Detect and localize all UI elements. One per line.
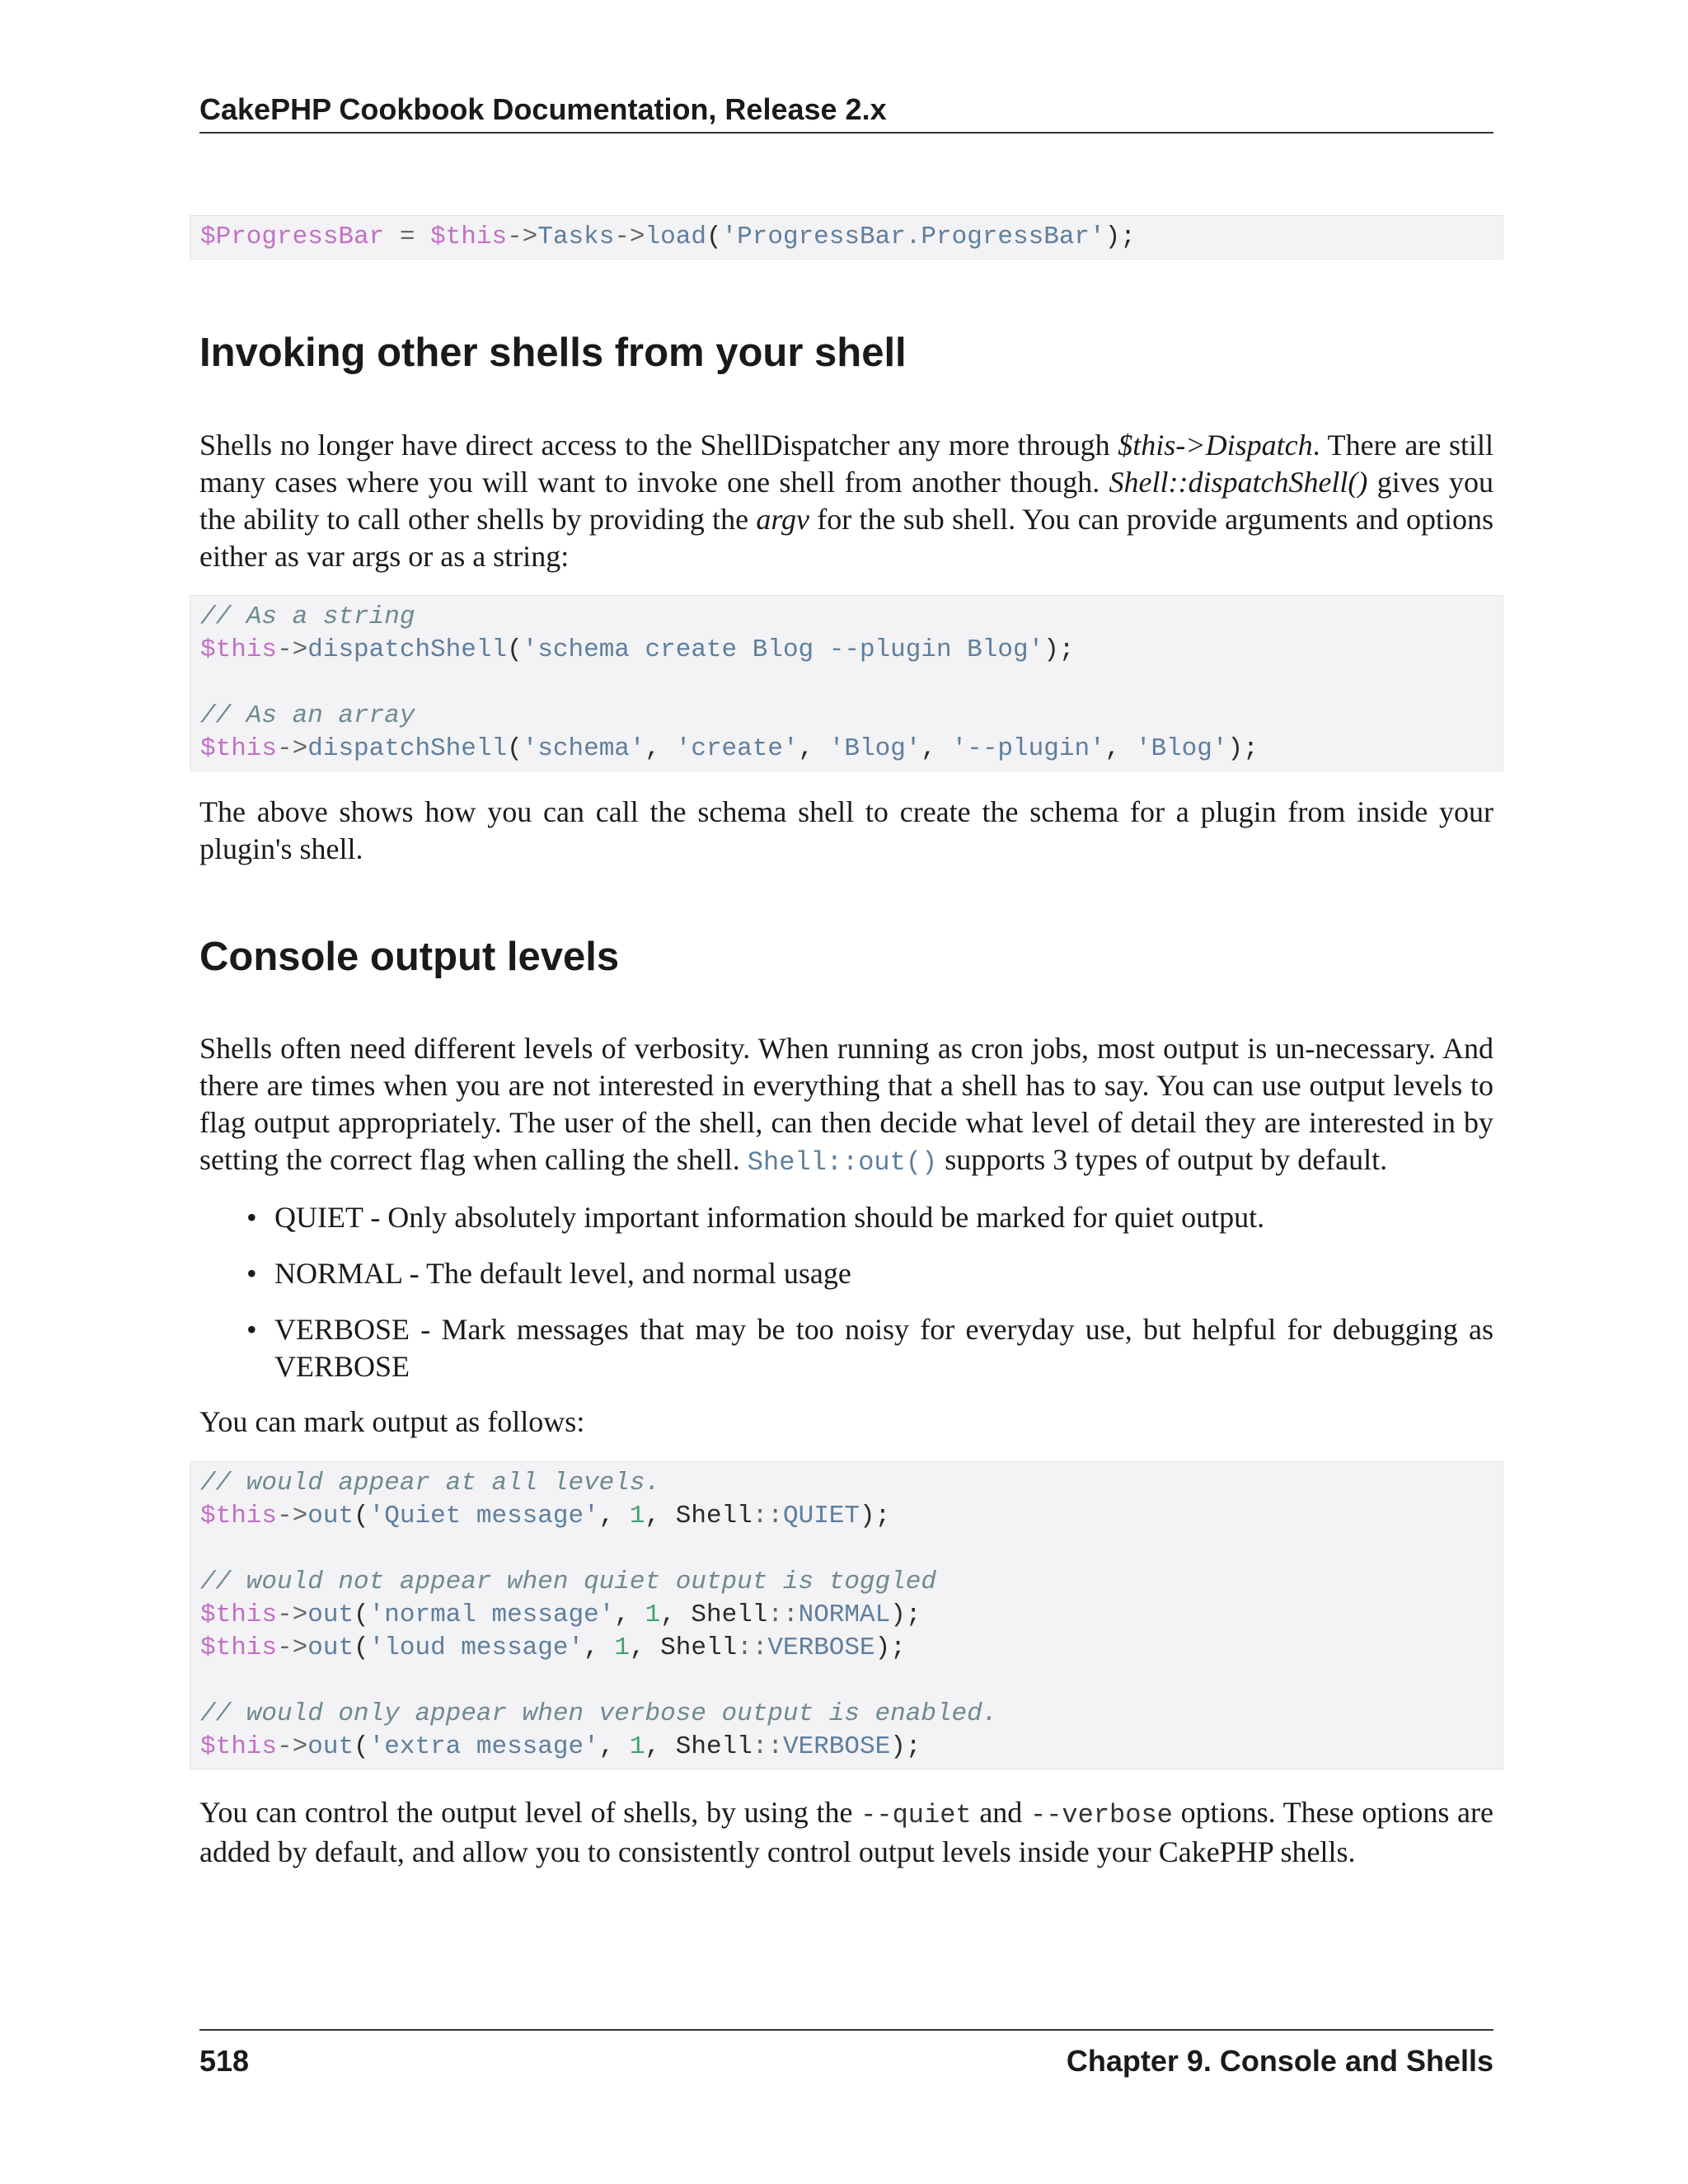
header-rule [199, 132, 1493, 134]
section-heading-output-levels: Console output levels [199, 935, 620, 979]
code-block-progressbar [190, 215, 1503, 260]
footer-rule [199, 2029, 1493, 2031]
list-item: • QUIET - Only absolutely important information should be marked for quiet output. [199, 1199, 1493, 1236]
bullet: • [246, 1201, 257, 1234]
code-block-dispatchshell: // As a string $this->dispatchShell('schema create Blog --plugin Blog'); // As an array $this->dispatchShell('schema', 'create', 'Blog', '--plugin', 'Blog'); [190, 595, 1503, 771]
bullet: • [246, 1257, 257, 1290]
list-item: • NORMAL - The default level, and normal usage [199, 1255, 1493, 1292]
code-comment: // would only appear when verbose output is enabled. [200, 1699, 998, 1728]
paragraph-verbosity: Shells often need different levels of verbosity. When running as cron jobs, most output is un-necessary. And there are times when you are not interested in everything that a shell has to say. You can use output levels to flag output appropriately. The user of the shell, can then decide what level of detail they are interested in by setting the correct flag when calling the shell. Shell::out() supports 3 types of output by default. [199, 1032, 1493, 1178]
bullet: • [246, 1313, 257, 1346]
code-comment: // would appear at all levels. [200, 1469, 661, 1497]
paragraph-schema-shell: The above shows how you can call the schema shell to create the schema for a plugin from inside your plugin's shell. [199, 795, 1493, 865]
section-heading-invoking-shells: Invoking other shells from your shell [199, 330, 907, 375]
list-item: • VERBOSE - Mark messages that may be too noisy for everyday use, but helpful for debugging as VERBOSE [246, 1313, 1493, 1383]
code-comment: // would not appear when quiet output is toggled [200, 1568, 936, 1596]
code-comment: // As an array [200, 701, 415, 730]
code-comment: // As a string [200, 602, 415, 631]
paragraph-dispatch: Shells no longer have direct access to the ShellDispatcher any more through $this->Dispatch. There are still many cases where you will want to invoke one shell from another though. Shell::dispatchShell() gives you the ability to call other shells by providing the argv for the sub shell. You can provide arguments and options either as var args or as a string: [199, 429, 1494, 573]
paragraph-quiet-verbose: You can control the output level of shells, by using the --quiet and --verbose options. These options are added by default, and allow you to consistently control output levels inside your CakePHP shells. [199, 1796, 1494, 1868]
page-number: 518 [199, 2044, 250, 2078]
chapter-title: Chapter 9. Console and Shells [1066, 2044, 1493, 2078]
code-line: $ProgressBar = $this->Tasks->load('ProgressBar.ProgressBar'); [200, 223, 1136, 251]
code-block-output-levels: // would appear at all levels. $this->out('Quiet message', 1, Shell::QUIET); // would not appear when quiet output is toggled $this->out('normal message', 1, Shell::NORMAL); $this->out('loud message', 1, Shell::VERBOSE); // would only appear when verbose output is enabled. $this->out('extra message', 1, Shell::VERBOSE); [190, 1461, 1503, 1769]
paragraph-mark-output: You can mark output as follows: [199, 1405, 585, 1438]
running-header: CakePHP Cookbook Documentation, Release 2.x [199, 92, 887, 126]
output-levels-list [199, 1199, 1493, 1404]
running-footer [199, 2044, 1493, 2079]
